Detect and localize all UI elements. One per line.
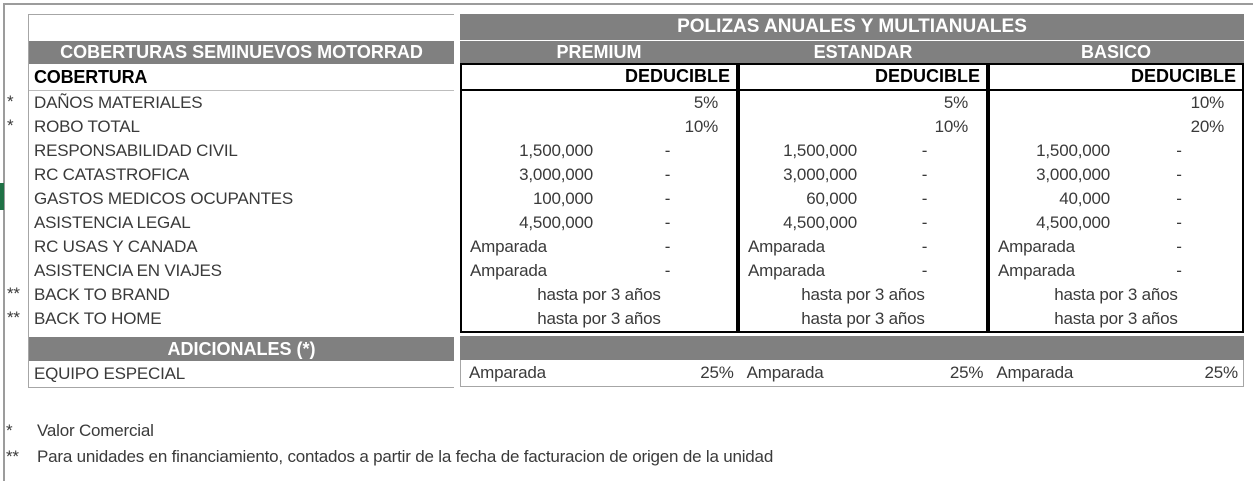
table-row [462, 91, 736, 115]
coverage-label-column [28, 14, 454, 388]
cell-deducible: - [921, 165, 928, 184]
deducible-header: DEDUCIBLE [990, 65, 1242, 91]
cell-deducible: - [921, 261, 928, 280]
cell-deducible: 25% [949, 363, 984, 382]
cell-span: hasta por 3 años [537, 285, 661, 304]
cell-value [990, 91, 1116, 115]
row-marker: * [7, 92, 14, 111]
green-indicator-bar [0, 183, 4, 210]
row-label: BACK TO BRAND [34, 285, 170, 304]
cell-value: 1,500,000 [519, 141, 593, 160]
cell-value: 40,000 [1059, 189, 1110, 208]
row-label: BACK TO HOME [34, 309, 162, 328]
cell-value: Amparada [470, 261, 547, 280]
cell-deducible: 10% [1190, 93, 1224, 112]
row-label: RC CATASTROFICA [34, 165, 190, 184]
table-row [462, 283, 736, 307]
cell-value: Amparada [470, 237, 547, 256]
cobertura-header: COBERTURA [29, 64, 454, 91]
row-label: ASISTENCIA LEGAL [34, 213, 191, 232]
cell-deducible: 25% [1204, 363, 1238, 382]
cell-value: 4,500,000 [519, 213, 593, 232]
footnote-text: Valor Comercial [37, 421, 154, 440]
page-top-border [3, 3, 1253, 5]
cell-value: 1,500,000 [1036, 141, 1110, 160]
cell-value: 3,000,000 [783, 165, 857, 184]
cell-value: 3,000,000 [1036, 165, 1110, 184]
cell-deducible: - [1176, 141, 1182, 160]
table-row [990, 211, 1242, 235]
cell-deducible: 10% [934, 117, 968, 136]
deducible-header: DEDUCIBLE [740, 65, 986, 91]
cell-deducible: 20% [1190, 117, 1224, 136]
table-row [740, 91, 986, 115]
cell-value: Amparada [996, 363, 1074, 382]
adicionales-band [460, 336, 1244, 360]
table-row [740, 235, 986, 259]
equipo-especial-row [460, 360, 1244, 387]
row-label: DAÑOS MATERIALES [34, 93, 203, 112]
cell-deducible: - [664, 189, 671, 208]
cell-value: 4,500,000 [783, 213, 857, 232]
row-label: RESPONSABILIDAD CIVIL [34, 141, 238, 160]
cell-span: hasta por 3 años [1054, 309, 1178, 328]
table-row [990, 283, 1242, 307]
table-row [740, 283, 986, 307]
plan-titles-row [460, 41, 1244, 63]
plan-column-basico [988, 63, 1244, 333]
table-row [462, 235, 736, 259]
cell-deducible: - [921, 237, 928, 256]
adicionales-header: ADICIONALES (*) [29, 337, 454, 361]
cell-deducible: - [921, 141, 928, 160]
row-marker: ** [7, 308, 20, 327]
table-row [740, 115, 986, 139]
cell-deducible: - [1176, 261, 1182, 280]
cell-deducible: - [664, 165, 671, 184]
table-row [988, 360, 1243, 386]
table-row [462, 187, 736, 211]
cell-deducible: 5% [693, 93, 718, 112]
cell-span: hasta por 3 años [801, 285, 925, 304]
cell-value: 4,500,000 [1036, 213, 1110, 232]
cell-value: 3,000,000 [519, 165, 593, 184]
footnote [6, 446, 773, 468]
cell-value: 60,000 [806, 189, 857, 208]
table-row [990, 235, 1242, 259]
cell-deducible: - [664, 261, 671, 280]
footnote [6, 420, 154, 442]
cell-value [990, 115, 1116, 139]
table-row [462, 259, 736, 283]
plan-title-basico: BASICO [988, 41, 1244, 63]
table-row [740, 163, 986, 187]
table-row [740, 259, 986, 283]
footnote-marker: * [6, 421, 13, 440]
row-label: RC USAS Y CANADA [34, 237, 198, 256]
table-row [990, 187, 1242, 211]
cell-value: 100,000 [532, 189, 593, 208]
deducible-header: DEDUCIBLE [462, 65, 736, 91]
cell-deducible: - [1176, 165, 1182, 184]
cell-span: hasta por 3 años [537, 309, 661, 328]
plan-title-estandar: ESTANDAR [738, 41, 988, 63]
coverages-header: COBERTURAS SEMINUEVOS MOTORRAD [29, 41, 454, 64]
cell-deducible: - [921, 189, 928, 208]
table-row [739, 360, 989, 386]
table-row [990, 307, 1242, 331]
cell-deducible: - [664, 237, 671, 256]
cell-value: Amparada [748, 261, 825, 280]
plan-column-premium [460, 63, 738, 333]
cell-value: Amparada [746, 363, 824, 382]
page-left-border [3, 3, 5, 481]
table-row [740, 211, 986, 235]
cell-deducible: 10% [684, 117, 718, 136]
row-marker: ** [7, 284, 20, 303]
plan-column-estandar [738, 63, 988, 333]
table-row [461, 360, 739, 386]
cell-deducible: - [1176, 213, 1182, 232]
row-label: ROBO TOTAL [34, 117, 140, 136]
cell-span: hasta por 3 años [1054, 285, 1178, 304]
polizas-banner: POLIZAS ANUALES Y MULTIANUALES [460, 14, 1244, 40]
cell-value [740, 115, 863, 139]
footnote-text: Para unidades en financiamiento, contados a partir de la fecha de facturacion de origen de la unidad [37, 447, 774, 466]
table-row [462, 163, 736, 187]
row-label: EQUIPO ESPECIAL [29, 361, 454, 388]
cell-deducible: 5% [943, 93, 968, 112]
table-row [462, 211, 736, 235]
table-row [740, 139, 986, 163]
cell-value [462, 91, 599, 115]
row-marker: * [7, 116, 14, 135]
cell-value [740, 91, 863, 115]
cell-value: Amparada [998, 261, 1075, 280]
cell-deducible: - [664, 141, 671, 160]
table-row [990, 115, 1242, 139]
row-label: ASISTENCIA EN VIAJES [34, 261, 222, 280]
table-row [462, 115, 736, 139]
empty-cell [29, 15, 454, 41]
table-row [990, 259, 1242, 283]
row-label: GASTOS MEDICOS OCUPANTES [34, 189, 294, 208]
footnote-marker: ** [6, 447, 19, 466]
cell-deducible: - [1176, 237, 1182, 256]
cell-deducible: 25% [700, 363, 734, 382]
cell-deducible: - [664, 213, 671, 232]
cell-span: hasta por 3 años [801, 309, 925, 328]
plan-title-premium: PREMIUM [460, 41, 738, 63]
cell-value: Amparada [998, 237, 1075, 256]
cell-deducible: - [1176, 189, 1182, 208]
table-row [462, 307, 736, 331]
cell-value: 1,500,000 [783, 141, 857, 160]
cell-value: Amparada [469, 363, 546, 382]
table-row [740, 187, 986, 211]
table-row [990, 163, 1242, 187]
table-row [990, 91, 1242, 115]
cell-value [462, 115, 599, 139]
table-row [740, 307, 986, 331]
cell-value: Amparada [748, 237, 825, 256]
cell-deducible: - [921, 213, 928, 232]
table-row [990, 139, 1242, 163]
table-row [462, 139, 736, 163]
